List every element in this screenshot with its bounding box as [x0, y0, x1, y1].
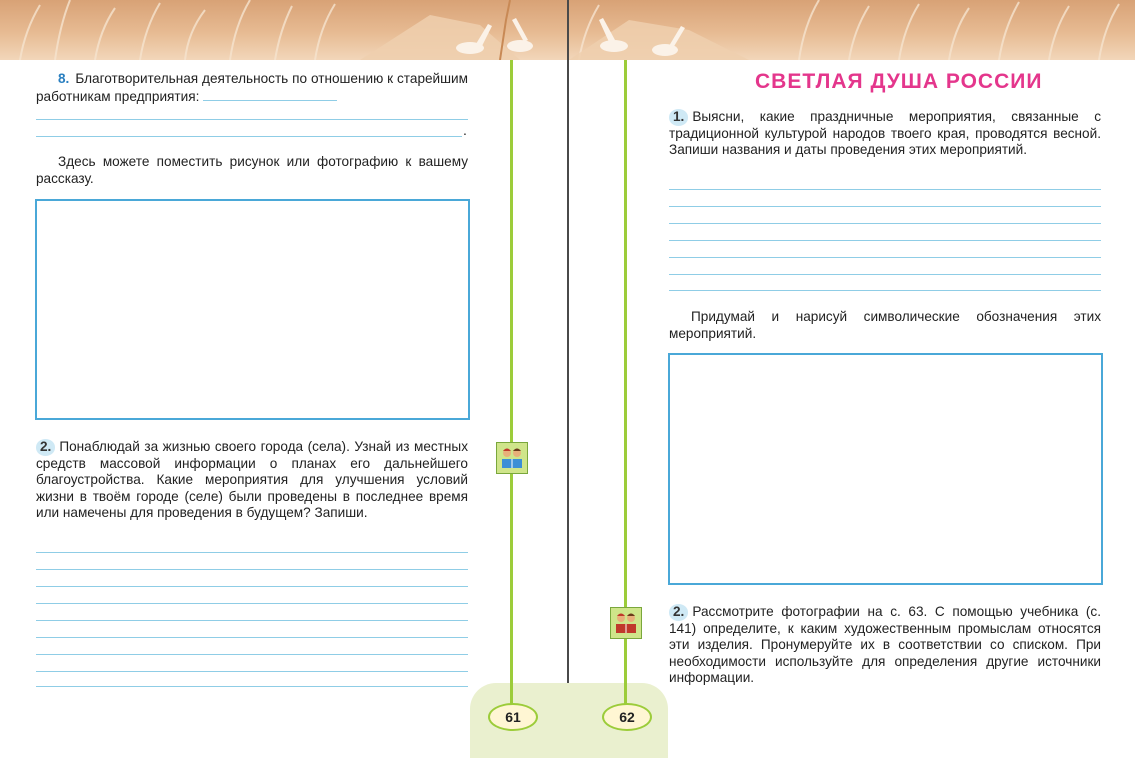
picture-note — [36, 154, 468, 187]
drawing-box[interactable] — [668, 353, 1103, 585]
period-mark: . — [463, 122, 467, 138]
header-banner-left — [0, 0, 567, 60]
answer-line[interactable] — [36, 119, 468, 120]
wheat-storks-illustration-right — [569, 0, 1135, 60]
answer-line[interactable] — [669, 240, 1101, 241]
margin-line-left — [510, 60, 513, 704]
answer-line[interactable] — [36, 603, 468, 604]
task-8-number: 8. — [58, 71, 70, 86]
wheat-storks-illustration-left — [0, 0, 567, 60]
answer-line[interactable] — [36, 136, 462, 137]
picture-box[interactable] — [35, 199, 470, 420]
draw-note — [669, 309, 1101, 342]
task-2-number: 2. — [36, 439, 55, 456]
children-reading-icon — [496, 442, 528, 474]
answer-line[interactable] — [669, 189, 1101, 190]
answer-line[interactable] — [36, 569, 468, 570]
header-banner-right — [569, 0, 1135, 60]
task-2-text: Рассмотрите фотографии на с. 63. С помощью учебника (с. 141) определите, к каким художественным промыслам относятся эти изделия. Пронумеруйте их в соответствии со списком. При необходимости используйте для определения другие источники информации. — [669, 604, 1101, 686]
draw-note-text: Придумай и нарисуй символические обозначения этих мероприятий. — [669, 309, 1101, 341]
answer-line[interactable] — [36, 654, 468, 655]
task-2-right — [669, 604, 1101, 687]
answer-line[interactable] — [36, 620, 468, 621]
answer-line[interactable] — [36, 637, 468, 638]
section-title: СВЕТЛАЯ ДУША РОССИИ — [755, 70, 1043, 93]
answer-line[interactable] — [669, 257, 1101, 258]
picture-note-text: Здесь можете поместить рисунок или фотографию к вашему рассказу. — [36, 154, 468, 186]
answer-line[interactable] — [36, 552, 468, 553]
children-reading-icon — [610, 607, 642, 639]
task-1-right — [669, 109, 1101, 159]
task-8-text: Благотворительная деятельность по отношению к старейшим работникам предприятия: — [36, 71, 468, 104]
task-1-text: Выясни, какие праздничные мероприятия, связанные с традиционной культурой народов твоего края, проводятся весной. Запиши названия и даты проведения этих мероприятий. — [669, 109, 1101, 158]
page-number-61: 61 — [488, 703, 538, 731]
task-8 — [36, 71, 468, 105]
task-2-left — [36, 439, 468, 522]
answer-line[interactable] — [36, 586, 468, 587]
answer-line-inline[interactable] — [203, 88, 337, 101]
task-2-number: 2. — [669, 604, 688, 621]
book-spine — [567, 0, 569, 758]
task-1-number: 1. — [669, 109, 688, 126]
answer-line[interactable] — [669, 274, 1101, 275]
answer-line[interactable] — [669, 290, 1101, 291]
answer-line[interactable] — [669, 223, 1101, 224]
answer-line[interactable] — [669, 206, 1101, 207]
task-2-text: Понаблюдай за жизнью своего города (села). Узнай из местных средств массовой информации о планах его дальнейшего благоустройства. Какие мероприятия для улучшения условий жизни в твоём городе (селе) были проведены в последнее время или намечены для проведения в будущем? Запиши. — [36, 439, 468, 521]
page-number-62: 62 — [602, 703, 652, 731]
answer-line[interactable] — [36, 671, 468, 672]
answer-line[interactable] — [36, 686, 468, 687]
